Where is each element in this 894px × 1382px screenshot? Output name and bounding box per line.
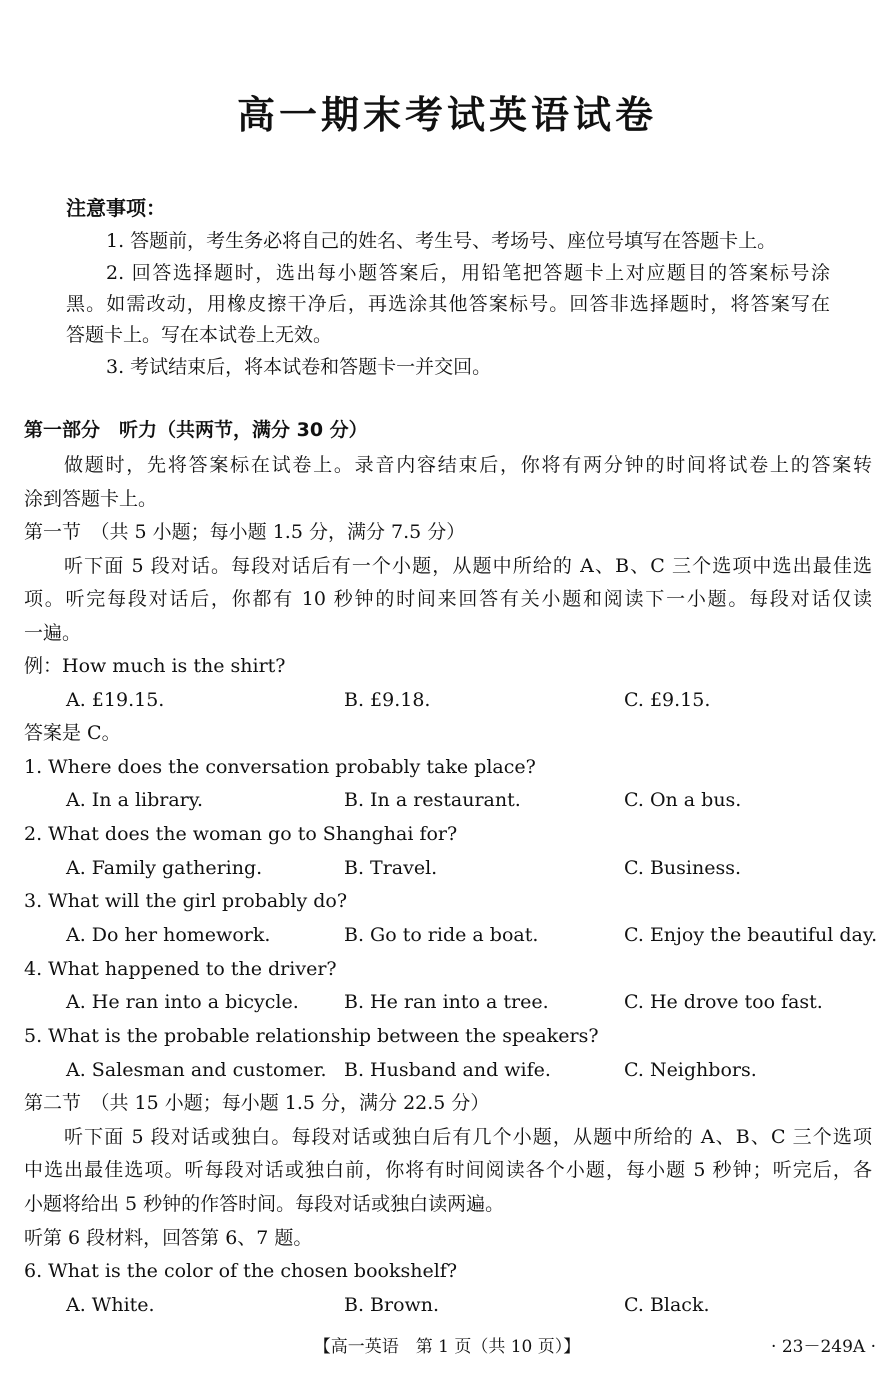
exam-code: · 23－249A · bbox=[771, 1337, 876, 1357]
q1-option-c: C. On a bus. bbox=[624, 789, 742, 811]
question-2: 2. What does the woman go to Shanghai for? bbox=[24, 823, 458, 845]
part1-intro-1: 做题时，先将答案标在试卷上。录音内容结束后，你将有两分钟的时间将试卷上的答案转 bbox=[64, 454, 872, 476]
q6-option-a: A. White. bbox=[66, 1294, 155, 1316]
part1-heading: 第一部分 听力（共两节，满分 30 分） bbox=[24, 419, 368, 441]
q4-option-a: A. He ran into a bicycle. bbox=[66, 991, 299, 1013]
material-6-instruction: 听第 6 段材料，回答第 6、7 题。 bbox=[24, 1227, 313, 1249]
example-option-c: C. £9.15. bbox=[624, 689, 711, 711]
q5-option-a: A. Salesman and customer. bbox=[66, 1059, 327, 1081]
q4-option-b: B. He ran into a tree. bbox=[344, 991, 549, 1013]
example-option-a: A. £19.15. bbox=[66, 689, 165, 711]
example-option-b: B. £9.18. bbox=[344, 689, 431, 711]
q3-option-a: A. Do her homework. bbox=[66, 924, 271, 946]
notice-line-3: 黑。如需改动，用橡皮擦干净后，再选涂其他答案标号。回答非选择题时，将答案写在 bbox=[66, 293, 830, 315]
notice-line-4: 答题卡上。写在本试卷上无效。 bbox=[66, 324, 333, 346]
q2-option-c: C. Business. bbox=[624, 857, 741, 879]
question-5: 5. What is the probable relationship between the speakers? bbox=[24, 1025, 599, 1047]
notice-line-2: 2. 回答选择题时，选出每小题答案后，用铅笔把答题卡上对应题目的答案标号涂 bbox=[106, 262, 830, 284]
question-4: 4. What happened to the driver? bbox=[24, 958, 337, 980]
section1-intro-2: 项。听完每段对话后，你都有 10 秒钟的时间来回答有关小题和阅读下一小题。每段对话仅读 bbox=[24, 588, 872, 610]
question-3: 3. What will the girl probably do? bbox=[24, 890, 348, 912]
q6-option-c: C. Black. bbox=[624, 1294, 710, 1316]
example-question: 例：How much is the shirt? bbox=[24, 655, 286, 677]
notice-heading: 注意事项： bbox=[66, 196, 166, 220]
q3-option-b: B. Go to ride a boat. bbox=[344, 924, 539, 946]
section2-heading: 第二节 （共 15 小题；每小题 1.5 分，满分 22.5 分） bbox=[24, 1092, 490, 1114]
q1-option-a: A. In a library. bbox=[66, 789, 204, 811]
q5-option-b: B. Husband and wife. bbox=[344, 1059, 551, 1081]
q6-option-b: B. Brown. bbox=[344, 1294, 440, 1316]
q3-option-c: C. Enjoy the beautiful day. bbox=[624, 924, 878, 946]
q2-option-b: B. Travel. bbox=[344, 857, 438, 879]
section2-intro-3: 小题将给出 5 秒钟的作答时间。每段对话或独白读两遍。 bbox=[24, 1193, 505, 1215]
page-footer: 【高一英语 第 1 页（共 10 页）】 bbox=[313, 1337, 581, 1357]
section2-intro-1: 听下面 5 段对话或独白。每段对话或独白后有几个小题，从题中所给的 A、B、C 三个选项 bbox=[64, 1126, 872, 1148]
question-6: 6. What is the color of the chosen bookshelf? bbox=[24, 1260, 458, 1282]
q5-option-c: C. Neighbors. bbox=[624, 1059, 757, 1081]
q4-option-c: C. He drove too fast. bbox=[624, 991, 823, 1013]
section1-intro-3: 一遍。 bbox=[24, 622, 82, 644]
exam-title: 高一期末考试英语试卷 bbox=[236, 93, 657, 137]
question-1: 1. Where does the conversation probably take place? bbox=[24, 756, 536, 778]
section1-intro-1: 听下面 5 段对话。每段对话后有一个小题，从题中所给的 A、B、C 三个选项中选出最佳选 bbox=[64, 555, 872, 577]
notice-line-1: 1. 答题前，考生务必将自己的姓名、考生号、考场号、座位号填写在答题卡上。 bbox=[106, 230, 777, 252]
q2-option-a: A. Family gathering. bbox=[66, 857, 263, 879]
q1-option-b: B. In a restaurant. bbox=[344, 789, 521, 811]
section2-intro-2: 中选出最佳选项。听每段对话或独白前，你将有时间阅读各个小题，每小题 5 秒钟；听完后，各 bbox=[24, 1159, 872, 1181]
section1-heading: 第一节 （共 5 小题；每小题 1.5 分，满分 7.5 分） bbox=[24, 521, 466, 543]
example-answer: 答案是 C。 bbox=[24, 722, 121, 744]
notice-line-5: 3. 考试结束后，将本试卷和答题卡一并交回。 bbox=[106, 356, 492, 378]
part1-intro-2: 涂到答题卡上。 bbox=[24, 488, 158, 510]
